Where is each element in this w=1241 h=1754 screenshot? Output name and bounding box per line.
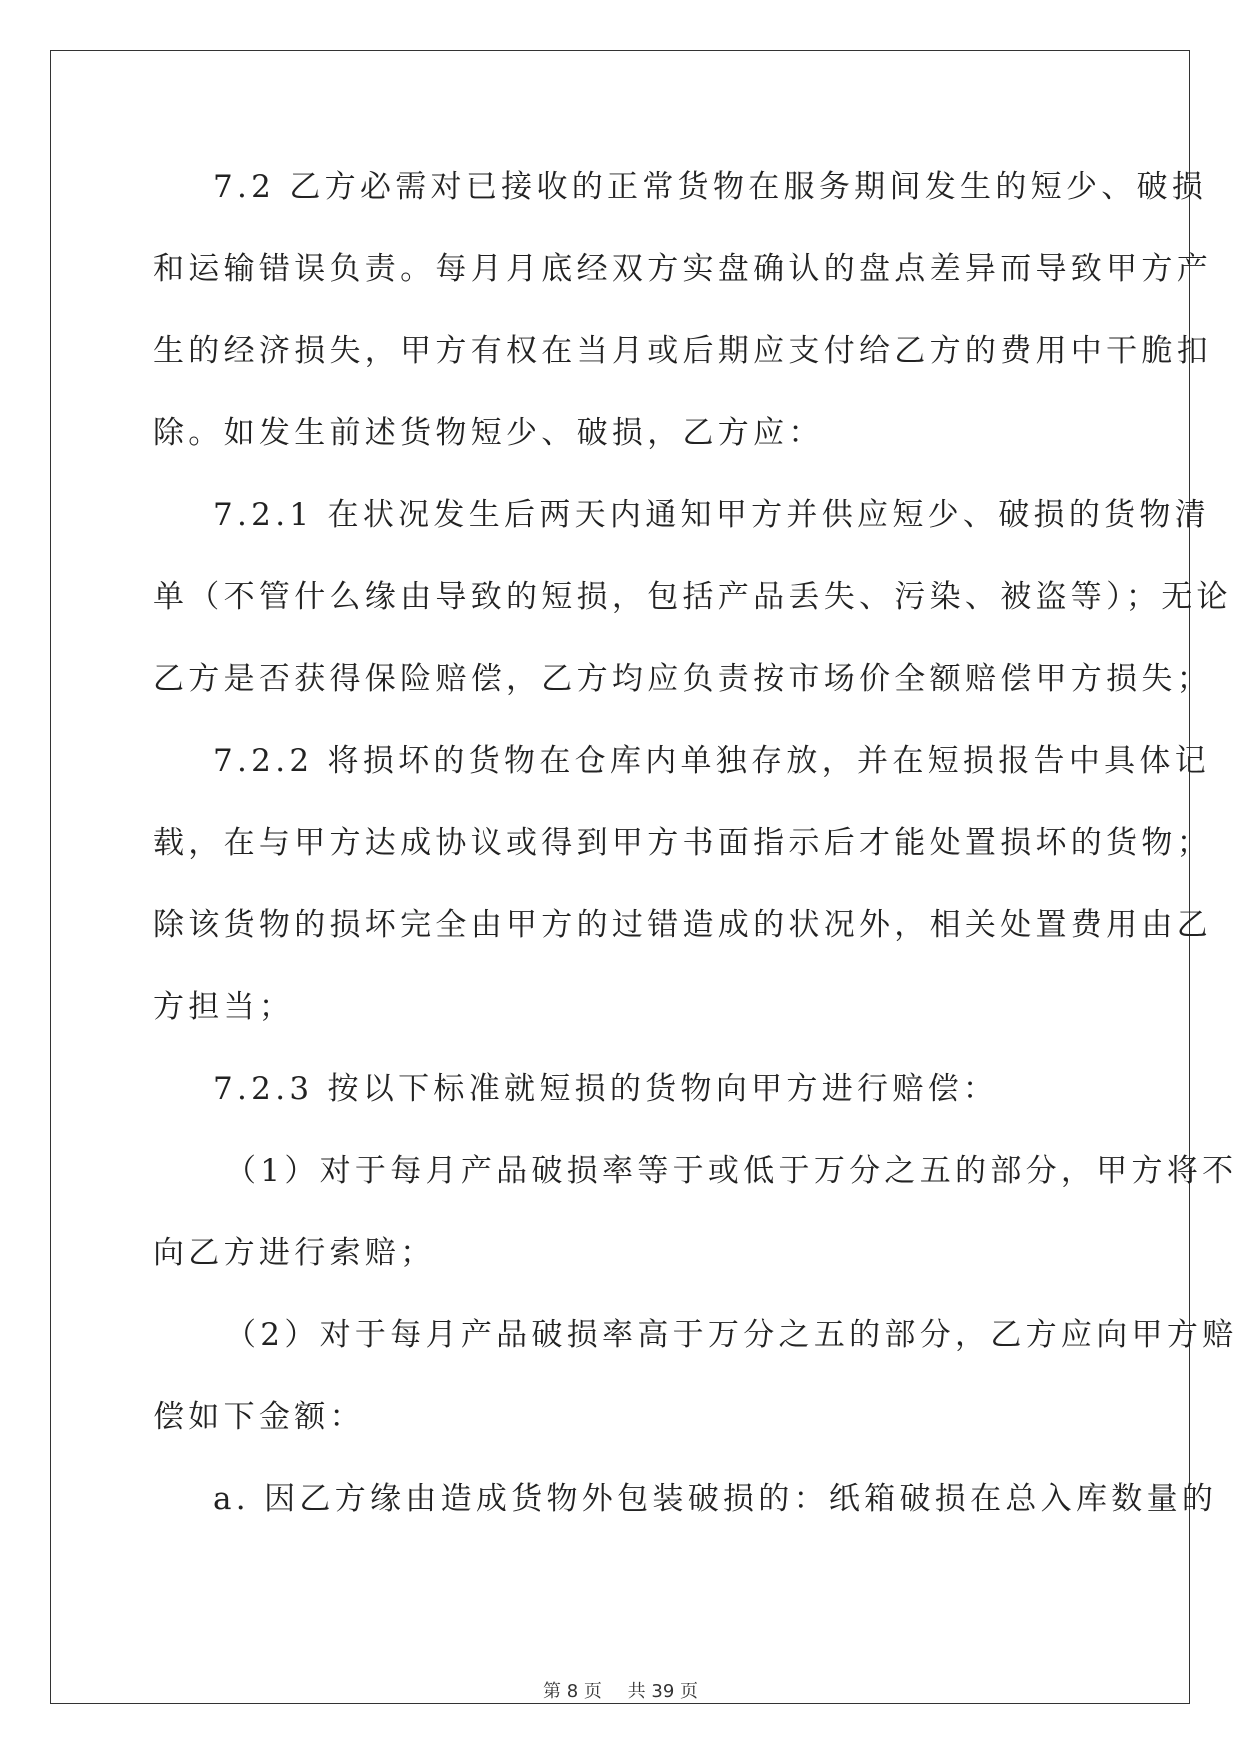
- page-footer: [0, 1677, 1241, 1703]
- page-number: 第 8 页: [543, 1681, 602, 1702]
- document-body: [153, 162, 1238, 1556]
- text-line: 向乙方进行索赔；: [153, 1235, 436, 1271]
- text-line: 单（不管什么缘由导致的短损，包括产品丢失、污染、被盗等）；无论: [153, 579, 1232, 615]
- text-line: 偿如下金额：: [153, 1399, 365, 1435]
- text-line: 除该货物的损坏完全由甲方的过错造成的状况外，相关处置费用由乙: [153, 907, 1212, 943]
- text-line: a. 因乙方缘由造成货物外包装破损的：纸箱破损在总入库数量的: [213, 1481, 1218, 1517]
- text-line: （1）对于每月产品破损率等于或低于万分之五的部分，甲方将不: [225, 1153, 1238, 1189]
- text-line: 载，在与甲方达成协议或得到甲方书面指示后才能处置损坏的货物；: [153, 825, 1212, 861]
- text-line: 乙方是否获得保险赔偿，乙方均应负责按市场价全额赔偿甲方损失；: [153, 661, 1212, 697]
- total-pages: 共 39 页: [627, 1681, 698, 1702]
- text-line: 7.2 乙方必需对已接收的正常货物在服务期间发生的短少、破损: [213, 169, 1208, 205]
- text-line: 7.2.2 将损坏的货物在仓库内单独存放，并在短损报告中具体记: [213, 743, 1211, 779]
- text-line: 除。如发生前述货物短少、破损，乙方应：: [153, 415, 824, 451]
- text-line: 和运输错误负责。每月月底经双方实盘确认的盘点差异而导致甲方产: [153, 251, 1212, 287]
- text-line: 7.2.1 在状况发生后两天内通知甲方并供应短少、破损的货物清: [213, 497, 1211, 533]
- text-line: 生的经济损失，甲方有权在当月或后期应支付给乙方的费用中干脆扣: [153, 333, 1212, 369]
- text-line: （2）对于每月产品破损率高于万分之五的部分，乙方应向甲方赔: [225, 1317, 1238, 1353]
- text-line: 7.2.3 按以下标准就短损的货物向甲方进行赔偿：: [213, 1071, 999, 1107]
- text-line: 方担当；: [153, 989, 295, 1025]
